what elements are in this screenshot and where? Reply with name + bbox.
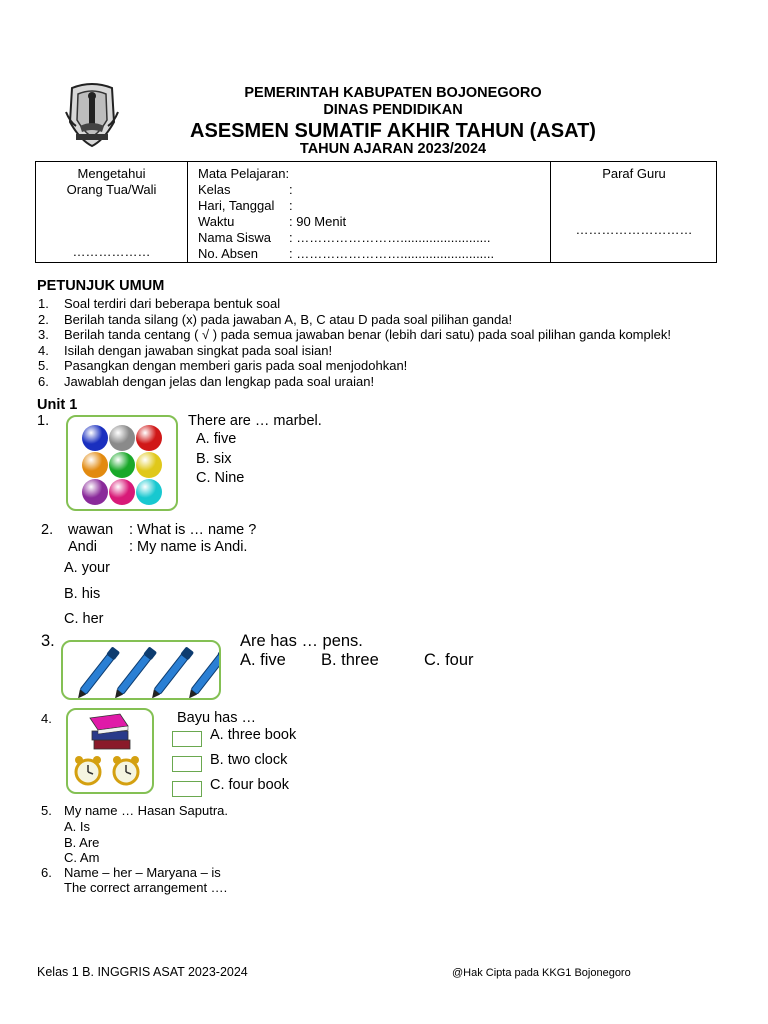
option-b[interactable]: B. his — [64, 585, 101, 602]
option-a[interactable]: A. Is — [64, 819, 91, 834]
guardian-signature-line: ……………… — [72, 244, 151, 259]
student-info-labels — [198, 166, 289, 262]
instruction-number: 2. — [38, 311, 49, 327]
marbles-picture — [66, 415, 178, 511]
answer-options — [64, 556, 110, 633]
checkbox[interactable] — [172, 781, 202, 797]
guardian-label-line2: Orang Tua/Wali — [66, 182, 157, 197]
marble-icon — [136, 479, 162, 505]
label-class: Kelas — [198, 182, 231, 197]
header-department: DINAS PENDIDIKAN — [323, 102, 463, 118]
question-text: Bayu has … — [177, 710, 256, 726]
guardian-label — [36, 166, 187, 198]
answer-options — [196, 430, 244, 489]
option-a[interactable]: A. five — [196, 431, 237, 447]
instruction-text: Isilah dengan jawaban singkat pada soal isian! — [64, 342, 333, 358]
value-time: : 90 Menit — [289, 214, 347, 229]
option-b[interactable]: B. Are — [64, 834, 100, 850]
marble-icon — [136, 425, 162, 451]
label-student-name: Nama Siswa — [198, 230, 271, 245]
instruction-item — [38, 374, 671, 390]
instruction-text: Jawablah dengan jelas dan lengkap pada soal uraian! — [64, 373, 375, 389]
option-c[interactable]: C. four book — [210, 777, 289, 793]
unit-title: Unit 1 — [37, 397, 78, 413]
checkbox[interactable] — [172, 756, 202, 772]
dialogue-text: : My name is Andi. — [129, 539, 248, 555]
option-c[interactable]: C. Am — [64, 850, 100, 865]
alarm-clock-icon — [113, 756, 139, 784]
dialogue-speaker: wawan — [68, 522, 114, 538]
instruction-text: Berilah tanda centang ( √ ) pada semua jawaban benar (lebih dari satu) pada soal pilihan ganda komplek! — [64, 327, 671, 343]
academic-year: TAHUN AJARAN 2023/2024 — [299, 141, 487, 157]
dialogue-speaker: Andi — [68, 539, 98, 555]
instruction-number: 1. — [38, 296, 49, 311]
footer-copyright: @Hak Cipta pada KKG1 Bojonegoro — [452, 967, 631, 979]
question-subtext: The correct arrangement …. — [64, 880, 228, 895]
question-text: Name – her – Maryana – is — [64, 865, 221, 880]
instruction-text: Soal terdiri dari beberapa bentuk soal — [64, 296, 281, 311]
marble-icon — [136, 452, 162, 478]
instruction-number: 4. — [38, 342, 49, 358]
guardian-label-line1: Mengetahui — [77, 166, 146, 181]
teacher-signature-line: ……………………… — [575, 222, 693, 237]
label-time: Waktu — [198, 214, 235, 229]
marble-icon — [82, 479, 108, 505]
instructions-title: PETUNJUK UMUM — [37, 278, 165, 294]
marble-icon — [109, 452, 135, 478]
question-number: 6. — [41, 865, 52, 880]
instruction-number: 5. — [38, 358, 49, 374]
option-a[interactable]: A. your — [64, 560, 110, 576]
dialogue-text: : What is … name ? — [129, 522, 257, 538]
question-number: 4. — [41, 711, 52, 726]
marble-icon — [82, 452, 108, 478]
alarm-clock-icon — [75, 756, 101, 784]
question-number: 1. — [37, 413, 50, 429]
instruction-item — [38, 296, 671, 312]
pen-icons — [63, 642, 219, 698]
instruction-item — [38, 343, 671, 359]
table-divider — [187, 162, 188, 262]
books-icon — [90, 714, 130, 749]
instructions-list — [38, 296, 671, 390]
question-number: 2. — [41, 522, 54, 538]
option-c[interactable]: C. Nine — [196, 470, 245, 486]
question-text: My name … Hasan Saputra. — [64, 803, 229, 818]
label-subject: Mata Pelajaran: — [198, 166, 290, 181]
option-c[interactable]: C. four — [424, 651, 474, 669]
value-class: : — [289, 182, 293, 197]
books-clocks-picture — [66, 708, 154, 794]
instruction-item — [38, 358, 671, 374]
footer-class-info: Kelas 1 B. INGGRIS ASAT 2023-2024 — [37, 965, 248, 979]
label-attendance-number: No. Absen — [198, 246, 258, 261]
marble-icon — [82, 425, 108, 451]
instruction-item — [38, 327, 671, 343]
student-info-values — [289, 166, 494, 262]
option-b[interactable]: B. two clock — [210, 752, 288, 768]
instruction-number: 3. — [38, 327, 49, 343]
value-subject — [289, 166, 494, 182]
pens-picture — [61, 640, 221, 700]
instruction-item — [38, 312, 671, 328]
option-b[interactable]: B. six — [196, 450, 232, 467]
header-government: PEMERINTAH KABUPATEN BOJONEGORO — [244, 85, 542, 101]
instruction-text: Pasangkan dengan memberi garis pada soal menjodohkan! — [64, 358, 408, 374]
question-text: Are has … pens. — [240, 632, 363, 650]
option-a[interactable]: A. three book — [210, 727, 297, 743]
question-number: 5. — [41, 803, 52, 818]
question-number: 3. — [41, 632, 55, 650]
option-a[interactable]: A. five — [240, 651, 286, 669]
marble-icon — [109, 479, 135, 505]
option-c[interactable]: C. her — [64, 611, 104, 627]
instruction-text: Berilah tanda silang (x) pada jawaban A, B, C atau D pada soal pilihan ganda! — [64, 311, 513, 327]
checkbox[interactable] — [172, 731, 202, 747]
teacher-signature-label: Paraf Guru — [602, 166, 666, 181]
answer-options — [64, 819, 99, 866]
value-student-name: : ……………………......................... — [289, 230, 491, 245]
option-b[interactable]: B. three — [321, 651, 379, 669]
instruction-number: 6. — [38, 373, 49, 389]
marble-icon — [109, 425, 135, 451]
exam-title: ASESMEN SUMATIF AKHIR TAHUN (ASAT) — [190, 120, 596, 142]
label-date: Hari, Tanggal — [198, 198, 275, 213]
question-text: There are … marbel. — [188, 413, 322, 429]
identity-table — [35, 161, 717, 263]
value-attendance-number: : …………………….......................... — [289, 246, 495, 261]
value-date: : — [289, 198, 293, 213]
